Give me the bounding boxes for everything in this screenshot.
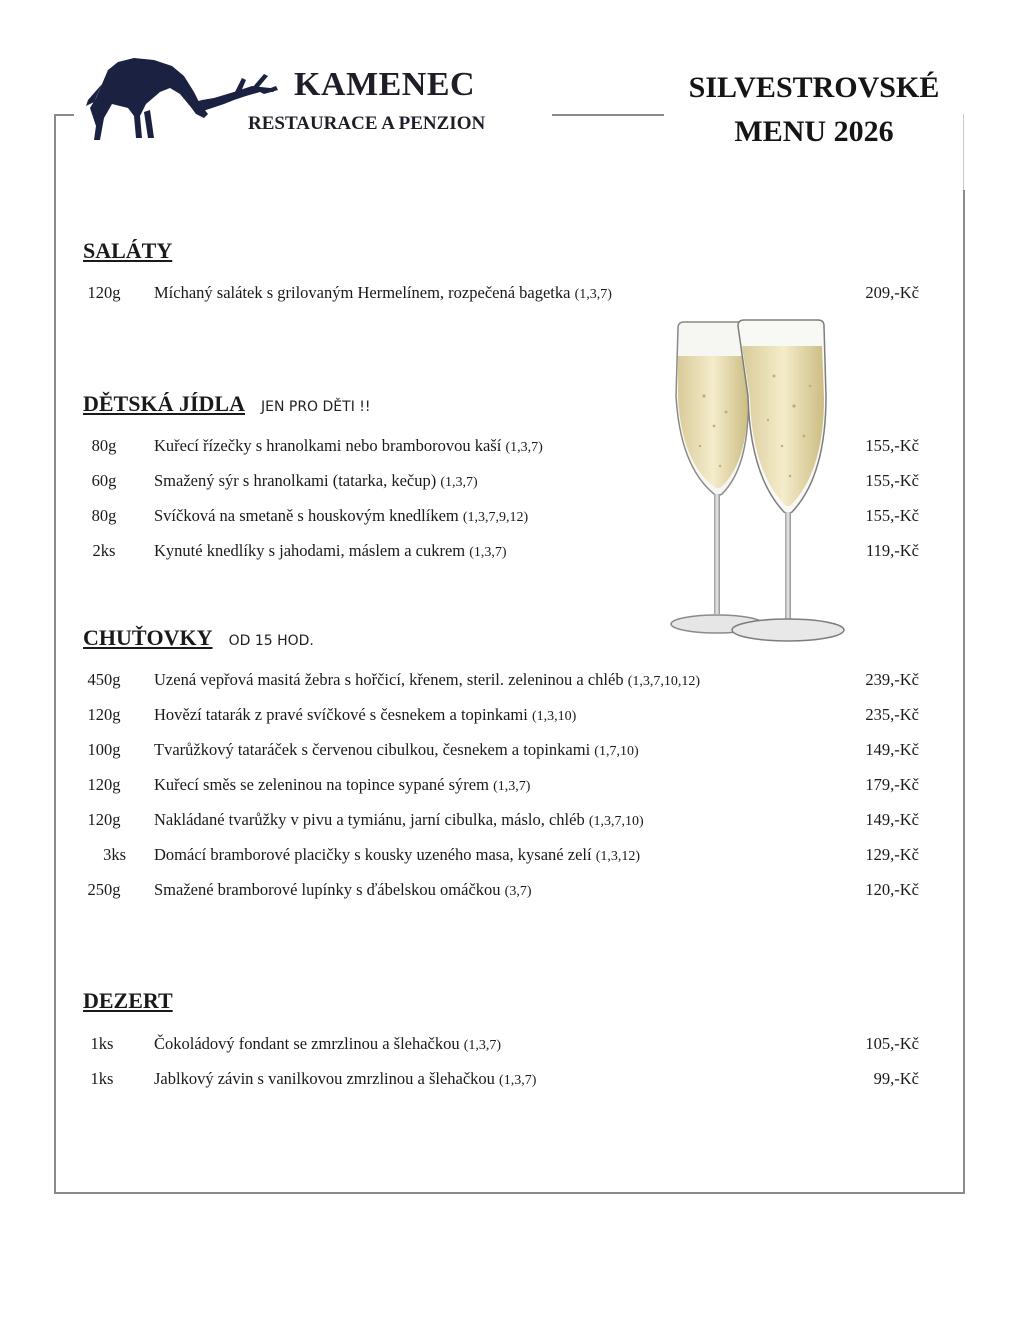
item-description xyxy=(154,541,507,561)
menu-item xyxy=(0,775,1020,810)
item-description xyxy=(154,740,639,760)
menu-item xyxy=(0,471,1020,506)
frame-left xyxy=(54,114,56,1194)
menu-item xyxy=(0,1069,1020,1104)
menu-title-line2: MENU 2026 xyxy=(734,115,894,148)
item-name: Domácí bramborové placičky s kousky uzeného masa, kysané zelí xyxy=(154,845,592,864)
item-name: Smažený sýr s hranolkami (tatarka, kečup) xyxy=(154,471,437,490)
item-allergens: (1,3,7) xyxy=(469,545,507,560)
item-price: 235,-Kč xyxy=(865,705,919,724)
item-allergens: (1,3,12) xyxy=(595,849,641,864)
frame-right-top xyxy=(963,114,964,190)
section-salads-header xyxy=(83,238,172,264)
item-price: 129,-Kč xyxy=(865,845,919,864)
item-quantity: 120g xyxy=(87,283,121,302)
item-name: Kynuté knedlíky s jahodami, máslem a cukrem xyxy=(154,541,466,560)
item-description xyxy=(154,436,543,456)
item-quantity: 3ks xyxy=(103,845,126,864)
item-name: Smažené bramborové lupínky s ďábelskou omáčkou xyxy=(154,880,501,899)
menu-item xyxy=(0,845,1020,880)
item-price: 155,-Kč xyxy=(865,436,919,455)
menu-item xyxy=(0,705,1020,740)
item-description xyxy=(154,845,640,865)
item-price: 120,-Kč xyxy=(865,880,919,899)
item-price: 99,-Kč xyxy=(873,1069,919,1088)
item-quantity: 120g xyxy=(87,775,121,794)
item-quantity: 60g xyxy=(91,471,117,490)
item-description xyxy=(154,471,478,491)
item-price: 149,-Kč xyxy=(865,740,919,759)
item-allergens: (1,3,7) xyxy=(505,440,543,455)
item-quantity: 1ks xyxy=(90,1069,114,1088)
section-snacks-header xyxy=(83,625,314,651)
item-price: 239,-Kč xyxy=(865,670,919,689)
item-description xyxy=(154,1069,536,1089)
item-allergens: (1,3,7) xyxy=(493,779,531,794)
section-title: DĚTSKÁ JÍDLA xyxy=(83,391,245,416)
brand-name: KAMENEC xyxy=(294,66,476,103)
menu-item xyxy=(0,670,1020,705)
item-allergens: (1,7,10) xyxy=(594,744,639,759)
menu-title-line1: SILVESTROVSKÉ xyxy=(688,71,940,104)
menu-item xyxy=(0,283,1020,318)
item-allergens: (1,3,7,9,12) xyxy=(462,510,529,525)
section-title: CHUŤOVKY xyxy=(83,625,213,650)
item-price: 179,-Kč xyxy=(865,775,919,794)
frame-top-left xyxy=(54,114,74,116)
item-quantity: 80g xyxy=(91,506,117,525)
item-name: Míchaný salátek s grilovaným Hermelínem, rozpečená bagetka xyxy=(154,283,571,302)
item-name: Uzená vepřová masitá žebra s hořčicí, křenem, steril. zeleninou a chléb xyxy=(154,670,624,689)
item-allergens: (1,3,10) xyxy=(531,709,577,724)
item-price: 119,-Kč xyxy=(866,541,919,560)
item-description xyxy=(154,775,530,795)
item-price: 209,-Kč xyxy=(865,283,919,302)
item-name: Kuřecí směs se zeleninou na topince sypané sýrem xyxy=(154,775,489,794)
item-allergens: (1,3,7) xyxy=(440,475,478,490)
item-description xyxy=(154,1034,501,1054)
item-name: Čokoládový fondant se zmrzlinou a šlehačkou xyxy=(154,1034,460,1053)
item-name: Hovězí tatarák z pravé svíčkové s česnekem a topinkami xyxy=(154,705,528,724)
item-allergens: (1,3,7) xyxy=(574,287,612,302)
menu-item xyxy=(0,740,1020,775)
item-price: 105,-Kč xyxy=(865,1034,919,1053)
item-quantity: 450g xyxy=(87,670,121,689)
brand-subtitle: RESTAURACE A PENZION xyxy=(248,113,486,134)
item-description xyxy=(154,670,700,690)
frame-top-mid xyxy=(552,114,664,116)
menu-item xyxy=(0,880,1020,915)
item-name: Svíčková na smetaně s houskovým knedlíkem xyxy=(154,506,459,525)
item-description xyxy=(154,705,576,725)
section-title: SALÁTY xyxy=(83,238,173,263)
item-allergens: (1,3,7) xyxy=(463,1038,502,1053)
section-note: OD 15 HOD. xyxy=(228,633,314,649)
item-quantity: 120g xyxy=(87,810,121,829)
section-dessert-header xyxy=(83,988,173,1014)
section-kids-header xyxy=(83,391,371,417)
item-description xyxy=(154,880,532,900)
item-price: 149,-Kč xyxy=(865,810,919,829)
item-name: Tvarůžkový tataráček s červenou cibulkou, česnekem a topinkami xyxy=(154,740,591,759)
item-name: Jablkový závin s vanilkovou zmrzlinou a šlehačkou xyxy=(154,1069,495,1088)
menu-item xyxy=(0,506,1020,541)
menu-item xyxy=(0,541,1020,576)
item-name: Nakládané tvarůžky v pivu a tymiánu, jarní cibulka, máslo, chléb xyxy=(154,810,585,829)
menu-item xyxy=(0,436,1020,471)
item-price: 155,-Kč xyxy=(865,506,919,525)
section-title: DEZERT xyxy=(83,988,173,1013)
item-quantity: 80g xyxy=(91,436,117,455)
item-quantity: 120g xyxy=(87,705,121,724)
section-note: JEN PRO DĚTI !! xyxy=(260,399,371,415)
item-quantity: 2ks xyxy=(92,541,116,560)
item-description xyxy=(154,810,644,830)
item-allergens: (1,3,7) xyxy=(499,1073,537,1088)
menu-item xyxy=(0,1034,1020,1069)
frame-bottom xyxy=(54,1192,965,1194)
item-quantity: 250g xyxy=(87,880,121,899)
item-quantity: 1ks xyxy=(90,1034,114,1053)
menu-title xyxy=(672,66,956,154)
item-allergens: (1,3,7,10) xyxy=(588,814,644,829)
item-description xyxy=(154,506,528,526)
item-name: Kuřecí řízečky s hranolkami nebo bramborovou kaší xyxy=(154,436,502,455)
item-price: 155,-Kč xyxy=(865,471,919,490)
item-quantity: 100g xyxy=(87,740,121,759)
item-allergens: (3,7) xyxy=(504,884,532,899)
item-allergens: (1,3,7,10,12) xyxy=(627,674,701,689)
item-description xyxy=(154,283,612,303)
menu-item xyxy=(0,810,1020,845)
